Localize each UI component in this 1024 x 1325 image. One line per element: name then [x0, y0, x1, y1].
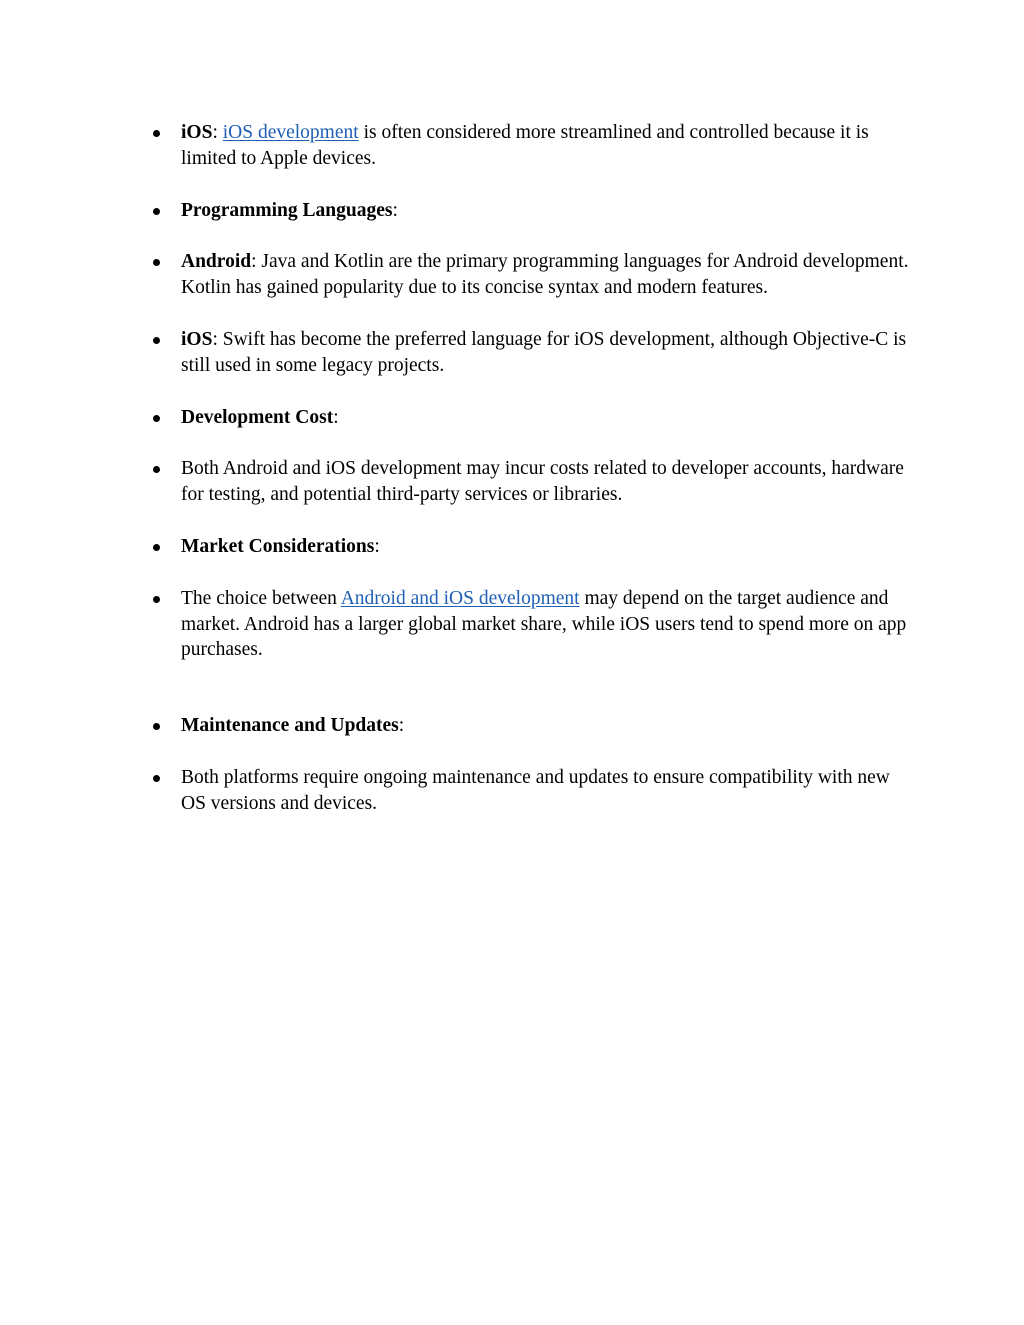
bullet-icon: [153, 466, 160, 473]
item-heading: Maintenance and Updates: [181, 715, 399, 737]
item-separator: :: [212, 328, 223, 350]
list-item-maintenance-updates: [150, 713, 910, 739]
item-separator: :: [398, 715, 405, 737]
item-heading: Market Considerations: [181, 535, 375, 557]
bullet-icon: [153, 544, 160, 551]
ios-development-link[interactable]: iOS development: [222, 122, 359, 143]
item-heading: Android: [181, 251, 252, 273]
item-separator: :: [251, 251, 262, 273]
bullet-icon: [153, 775, 160, 782]
list-item-market-details: [150, 586, 910, 663]
item-heading: Programming Languages: [181, 199, 393, 221]
item-heading: iOS: [181, 328, 213, 350]
list-item-cost-details: [150, 456, 910, 508]
bullet-icon: [153, 596, 160, 603]
item-text: Both platforms require ongoing maintenance and updates to ensure compatibility with new OS versions and devices.: [181, 766, 890, 814]
bullet-icon: [153, 723, 160, 730]
item-separator: :: [212, 122, 223, 143]
bullet-icon: [153, 337, 160, 344]
item-text: Java and Kotlin are the primary programming languages for Android development. Kotlin has gained popularity due to its concise syntax and modern features.: [181, 251, 909, 299]
list-item-ios-languages: [150, 327, 910, 379]
item-text: Both Android and iOS development may incur costs related to developer accounts, hardware for testing, and potential third-party services or libraries.: [181, 458, 904, 506]
list-item-ios-overview: [150, 120, 910, 172]
item-text: The choice between: [181, 587, 341, 609]
item-text: is often considered more streamlined and controlled because it is limited to Apple devices.: [181, 122, 869, 169]
bullet-icon: [153, 208, 160, 215]
item-separator: :: [392, 199, 398, 221]
item-heading: Development Cost: [181, 406, 334, 428]
list-item-market-considerations: [150, 534, 910, 560]
list-item-android-languages: [150, 249, 910, 301]
bullet-list: [150, 120, 910, 843]
item-separator: :: [333, 406, 339, 428]
item-text: may depend on the target audience and market. Android has a larger global market share, while iOS users tend to spend more on app purchases.: [181, 587, 907, 661]
android-ios-development-link[interactable]: Android and iOS development: [340, 587, 580, 609]
list-item-programming-languages: [150, 198, 910, 224]
item-heading: iOS: [181, 122, 213, 143]
bullet-icon: [153, 259, 160, 266]
item-separator: :: [374, 535, 380, 557]
bullet-icon: [153, 130, 160, 137]
list-item-development-cost: [150, 405, 910, 431]
bullet-icon: [153, 415, 160, 422]
item-text: Swift has become the preferred language for iOS development, although Objective-C is still used in some legacy projects.: [181, 328, 907, 376]
list-item-maintenance-details: [150, 765, 910, 817]
